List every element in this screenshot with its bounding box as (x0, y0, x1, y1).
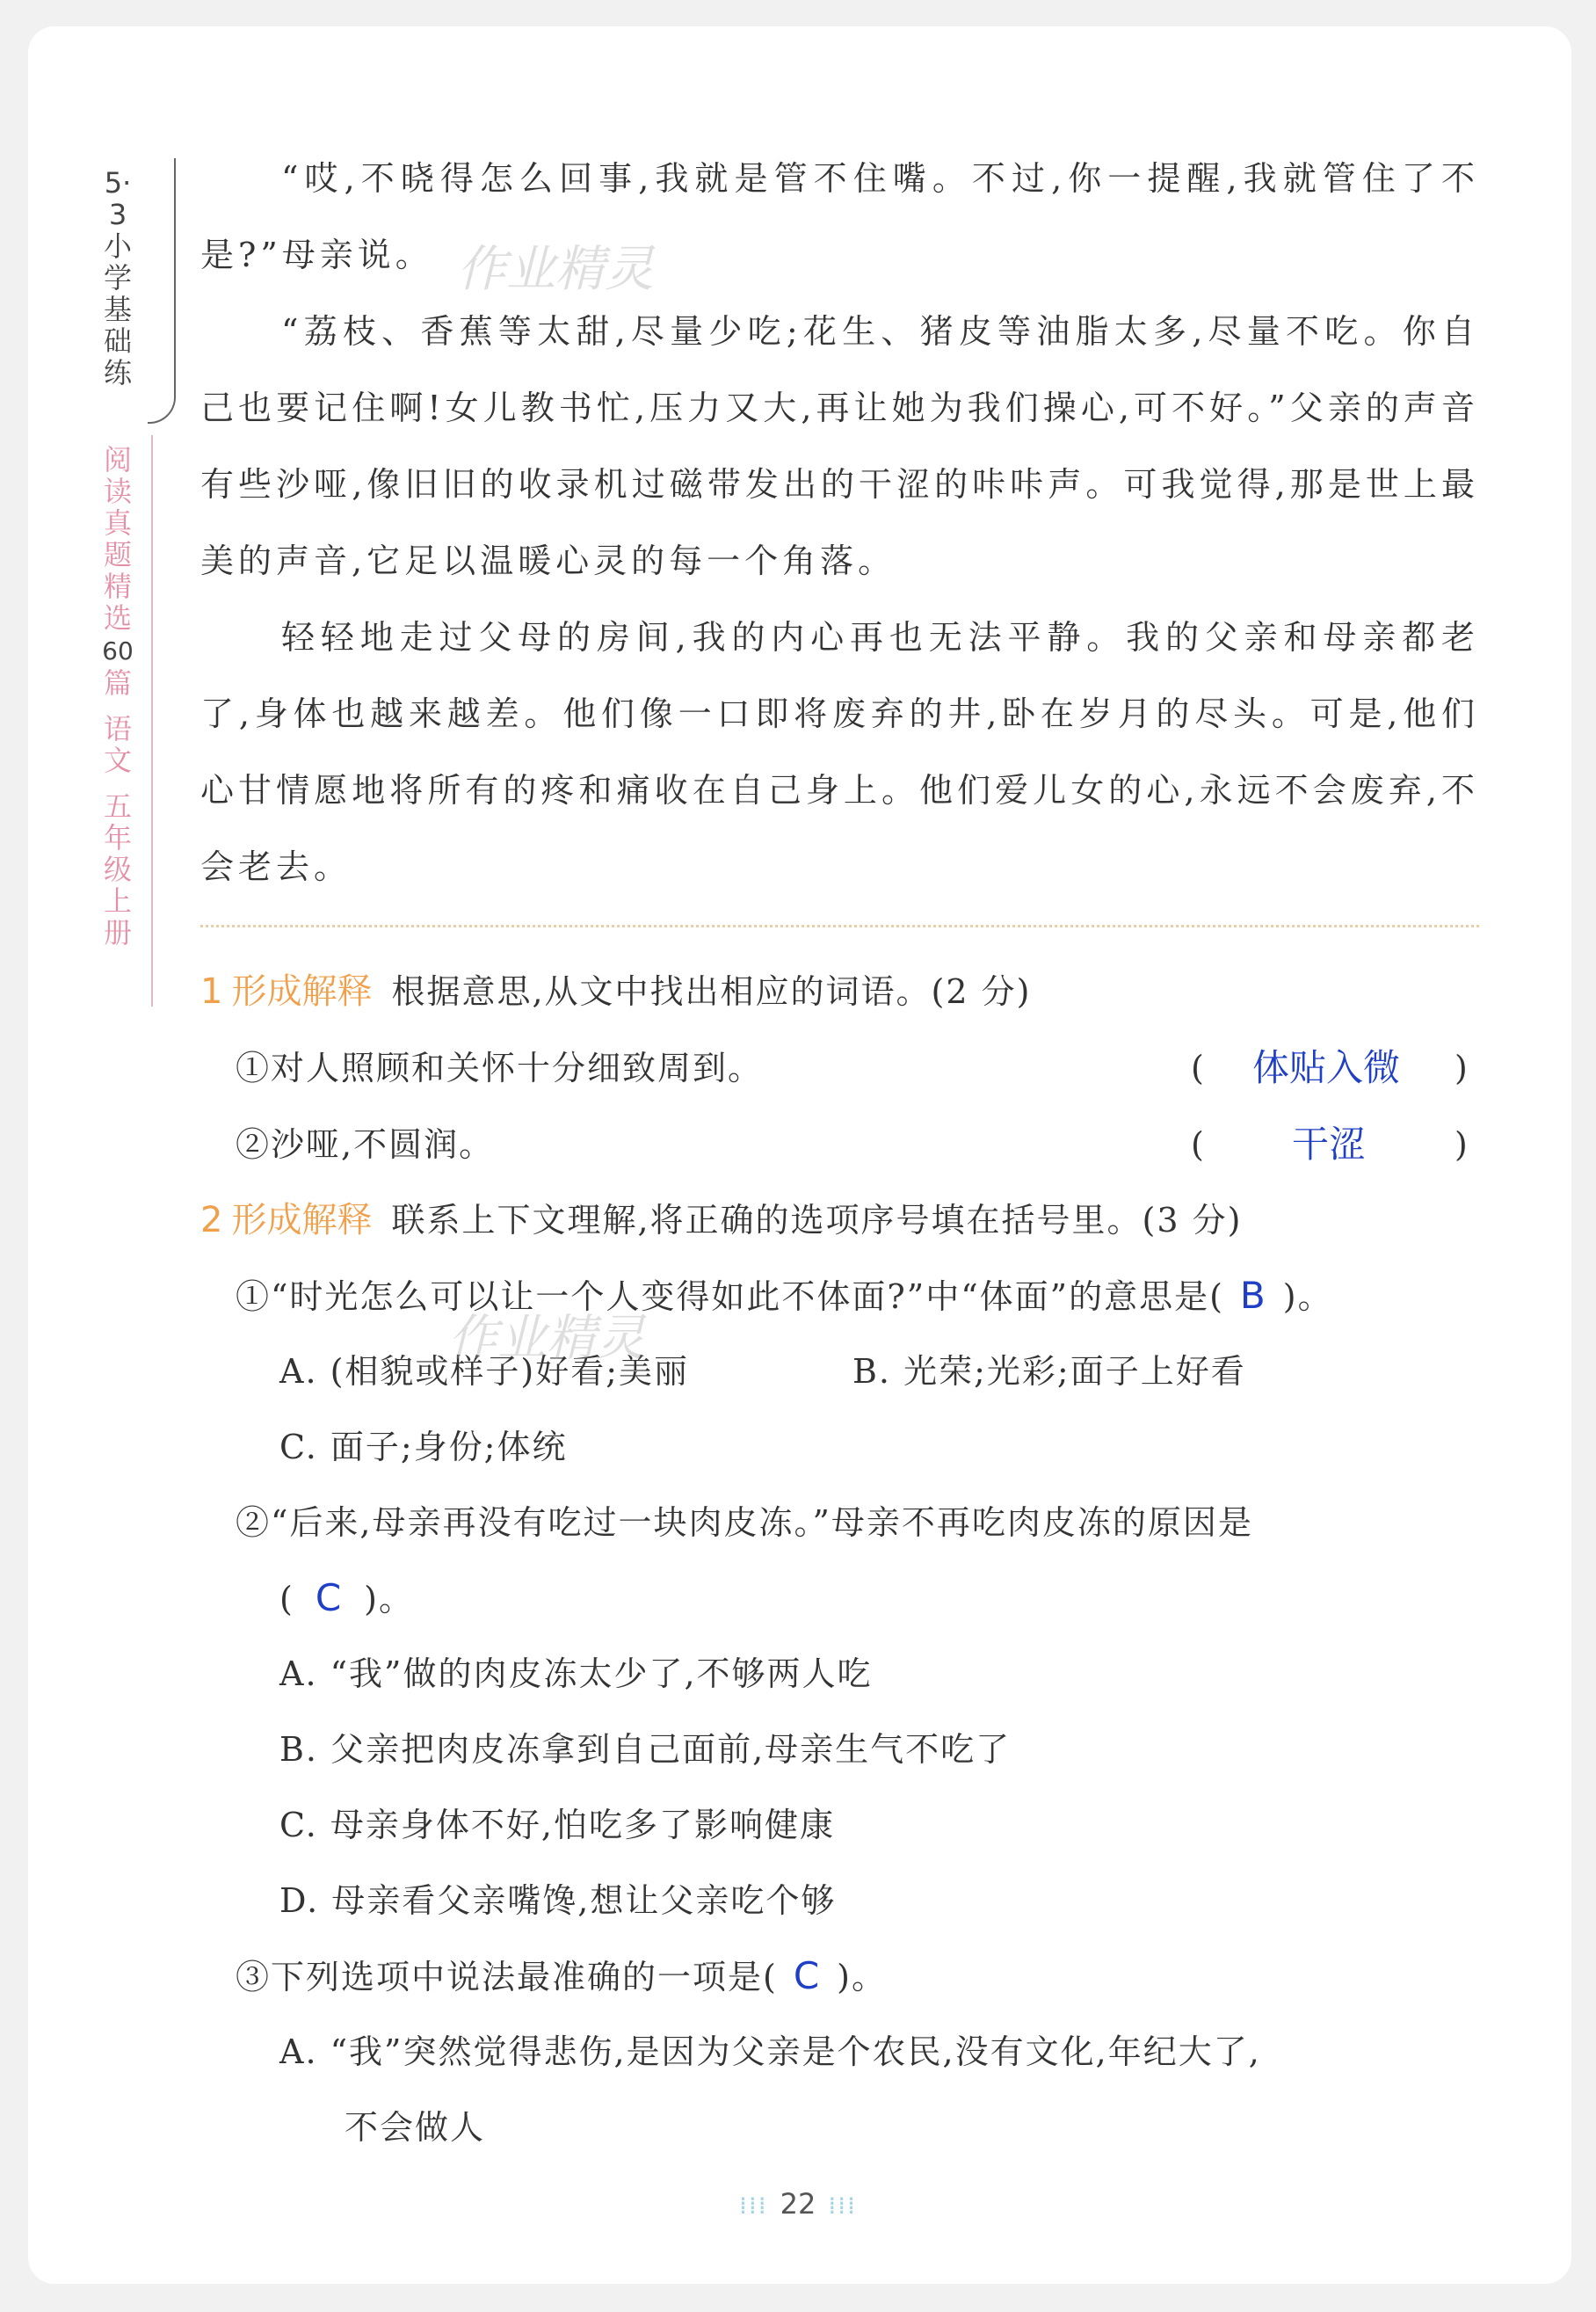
stem-text-end: )。 (1282, 1277, 1333, 1316)
series-title-b: 篇 (103, 666, 132, 700)
answer-q2-1: B (1239, 1274, 1267, 1317)
watermark: 作业精灵 (448, 1310, 645, 1367)
footer-dots-left: ⁞⁞⁞ (738, 2191, 768, 2220)
q2-sub2-stem: ②“后来,母亲再没有吃过一块肉皮冻。”母亲不再吃肉皮冻的原因是 (236, 1503, 1253, 1542)
subject-label: 语文 (103, 712, 132, 777)
paren-close: ) (1455, 1125, 1468, 1164)
question-number: 2 (200, 1200, 223, 1240)
answer-q2-3: C (793, 1954, 822, 1997)
option-a-continued: 不会做人 (345, 2108, 486, 2147)
stem-text: ③下列选项中说法最准确的一项是( (236, 1958, 778, 1996)
option-c: C. 面子;身份;体统 (279, 1428, 568, 1466)
option-c: C. 母亲身体不好,怕吃多了影响健康 (279, 1806, 835, 1844)
stem-text-end: )。 (837, 1958, 887, 1996)
brand-bracket-line (148, 158, 176, 424)
footer-dots-right: ⁞⁞⁞ (828, 2191, 858, 2220)
brand-label: 5·3小学基础练 (103, 166, 132, 389)
passage-paragraph: “哎,不晓得怎么回事,我就是管不住嘴。不过,你一提醒,我就管住了不是?”母亲说。 (200, 159, 1479, 274)
passage-paragraph: 轻轻地走过父母的房间,我的内心再也无法平静。我的父亲和母亲都老了,身体也越来越差。他们像一口即将废弃的井,卧在岁月的尽头。可是,他们心甘情愿地将所有的疼和痛收在自己身上。他们爱儿女的心,永远不会废弃,不会老去。 (200, 618, 1479, 886)
option-a: A. (相貌或样子)好看;美丽 (279, 1352, 690, 1391)
option-d: D. 母亲看父亲嘴馋,想让父亲吃个够 (279, 1881, 837, 1920)
series-number: 60 (102, 636, 134, 665)
passage-paragraph: “荔枝、香蕉等太甜,尽量少吃;花生、猪皮等油脂太多,尽量不吃。你自己也要记住啊!女儿教书忙,压力又大,再让她为我们操心,可不好。”父亲的声音有些沙哑,像旧旧的收录机过磁带发出的干涩的咔咔声。可我觉得,那是世上最美的声音,它足以温暖心灵的每一个角落。 (200, 312, 1479, 580)
page-footer (0, 2187, 1596, 2221)
paren-open: ( (279, 1580, 294, 1618)
paren-close: ) (1455, 1049, 1468, 1087)
stem-text: ①“时光怎么可以让一个人变得如此不体面?”中“体面”的意思是( (236, 1277, 1224, 1316)
question-1 (200, 965, 1484, 1018)
option-b: B. 父亲把肉皮冻拿到自己面前,母亲生气不吃了 (279, 1730, 1012, 1769)
series-sidebar (95, 444, 141, 949)
q1-item-2: ②沙哑,不圆润。 (236, 1125, 495, 1164)
option-a: A. “我”突然觉得悲伤,是因为父亲是个农民,没有文化,年纪大了, (279, 2032, 1261, 2071)
answer-q1-1: 体贴入微 (1252, 1046, 1401, 1089)
paren-open: ( (1191, 1125, 1204, 1164)
q2-sub2-answer-line (279, 1572, 414, 1625)
paren-open: ( (1191, 1049, 1204, 1087)
watermark: 作业精灵 (457, 241, 654, 298)
question-2 (200, 1194, 1484, 1247)
answer-q2-2: C (315, 1576, 344, 1619)
grade-label: 五年级上册 (103, 789, 132, 949)
question-text: 根据意思,从文中找出相应的词语。(2 分) (391, 972, 1032, 1011)
paren-close: )。 (364, 1580, 414, 1618)
q1-item-1: ①对人照顾和关怀十分细致周到。 (236, 1049, 764, 1087)
sidebar (95, 167, 141, 424)
option-a: A. “我”做的肉皮冻太少了,不够两人吃 (279, 1654, 873, 1693)
page-number: 22 (780, 2187, 816, 2221)
question-text: 联系上下文理解,将正确的选项序号填在括号里。(3 分) (391, 1201, 1243, 1240)
answer-q1-2: 干涩 (1292, 1123, 1367, 1166)
question-tag: 形成解释 (231, 971, 373, 1012)
q2-sub1-stem (236, 1269, 1333, 1323)
series-title (102, 444, 134, 699)
series-divider (151, 435, 153, 1007)
series-title-a: 阅读真题精选 (103, 443, 132, 635)
passage (200, 141, 1479, 905)
option-b: B. 光荣;光彩;面子上好看 (852, 1352, 1246, 1391)
q2-sub3-stem (236, 1950, 887, 2003)
question-number: 1 (200, 971, 223, 1012)
section-divider (200, 925, 1479, 927)
question-tag: 形成解释 (231, 1200, 373, 1240)
